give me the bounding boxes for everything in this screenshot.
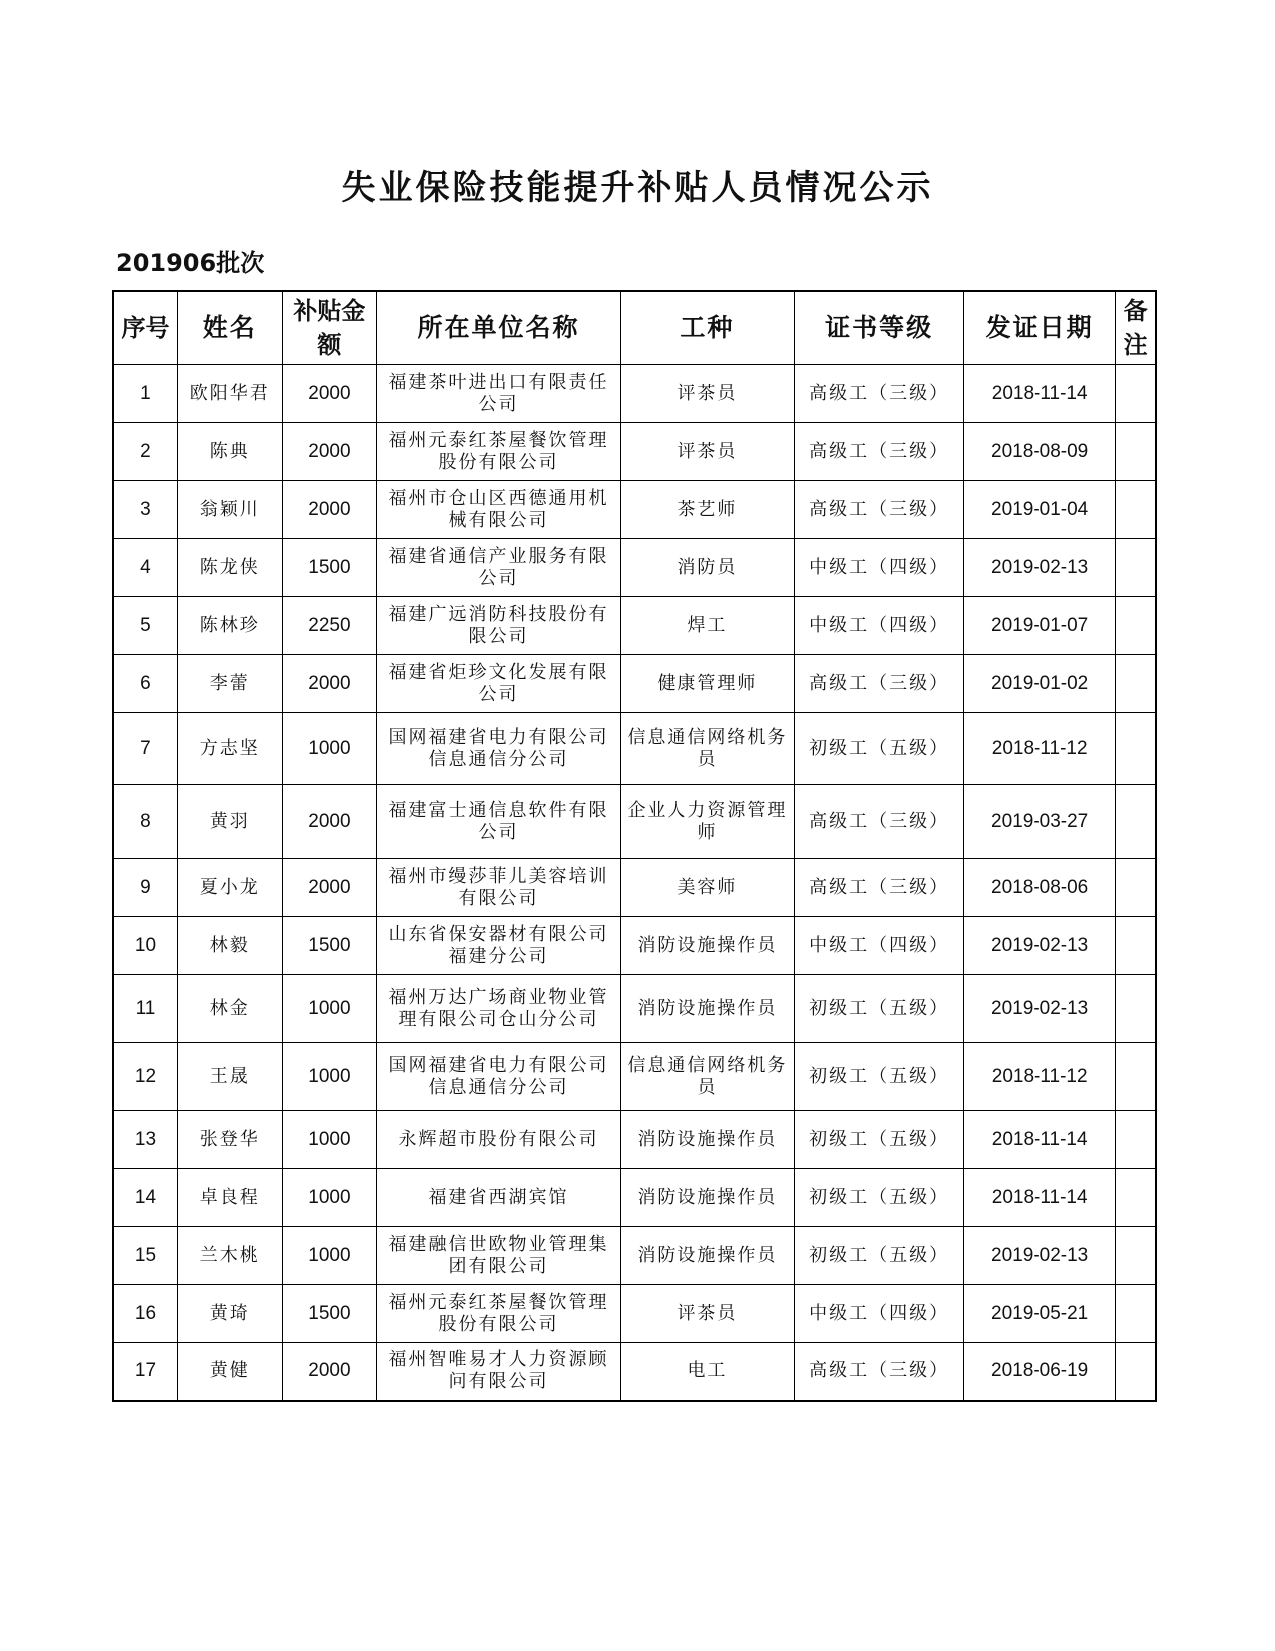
cell-remark bbox=[1116, 859, 1156, 917]
cell-company: 福建融信世欧物业管理集团有限公司 bbox=[377, 1227, 621, 1285]
batch-label: 201906批次 bbox=[116, 249, 265, 277]
cell-remark bbox=[1116, 1169, 1156, 1227]
cell-level: 高级工（三级） bbox=[795, 785, 964, 859]
cell-name: 陈典 bbox=[177, 423, 282, 481]
cell-date: 2019-02-13 bbox=[964, 1227, 1116, 1285]
cell-remark bbox=[1116, 1343, 1156, 1401]
cell-date: 2018-08-09 bbox=[964, 423, 1116, 481]
table-row bbox=[113, 655, 1156, 713]
cell-company: 福州市缦莎菲儿美容培训有限公司 bbox=[377, 859, 621, 917]
header-seq: 序号 bbox=[113, 291, 177, 365]
cell-seq: 15 bbox=[113, 1227, 177, 1285]
cell-company: 福建省西湖宾馆 bbox=[377, 1169, 621, 1227]
cell-remark bbox=[1116, 655, 1156, 713]
cell-remark bbox=[1116, 539, 1156, 597]
cell-company: 福州市仓山区西德通用机械有限公司 bbox=[377, 481, 621, 539]
cell-job: 评茶员 bbox=[620, 423, 794, 481]
cell-remark bbox=[1116, 365, 1156, 423]
cell-level: 高级工（三级） bbox=[795, 1343, 964, 1401]
cell-seq: 5 bbox=[113, 597, 177, 655]
cell-remark bbox=[1116, 1043, 1156, 1111]
cell-amount: 1000 bbox=[282, 1043, 377, 1111]
cell-date: 2018-11-14 bbox=[964, 365, 1116, 423]
cell-name: 陈龙侠 bbox=[177, 539, 282, 597]
cell-amount: 1500 bbox=[282, 539, 377, 597]
cell-date: 2019-01-04 bbox=[964, 481, 1116, 539]
header-level: 证书等级 bbox=[795, 291, 964, 365]
cell-date: 2019-02-13 bbox=[964, 975, 1116, 1043]
cell-company: 福州元泰红茶屋餐饮管理股份有限公司 bbox=[377, 423, 621, 481]
cell-level: 中级工（四级） bbox=[795, 539, 964, 597]
table-row bbox=[113, 785, 1156, 859]
table-row bbox=[113, 1169, 1156, 1227]
cell-name: 张登华 bbox=[177, 1111, 282, 1169]
cell-date: 2018-11-14 bbox=[964, 1169, 1116, 1227]
cell-name: 黄健 bbox=[177, 1343, 282, 1401]
cell-job: 消防设施操作员 bbox=[620, 975, 794, 1043]
table-header-row bbox=[113, 291, 1156, 365]
cell-name: 林金 bbox=[177, 975, 282, 1043]
cell-seq: 17 bbox=[113, 1343, 177, 1401]
cell-remark bbox=[1116, 1227, 1156, 1285]
cell-amount: 1000 bbox=[282, 713, 377, 785]
cell-job: 电工 bbox=[620, 1343, 794, 1401]
cell-date: 2018-11-12 bbox=[964, 713, 1116, 785]
cell-date: 2018-08-06 bbox=[964, 859, 1116, 917]
cell-name: 黄琦 bbox=[177, 1285, 282, 1343]
cell-date: 2019-01-02 bbox=[964, 655, 1116, 713]
cell-amount: 1000 bbox=[282, 975, 377, 1043]
cell-date: 2019-01-07 bbox=[964, 597, 1116, 655]
cell-company: 福建省通信产业服务有限公司 bbox=[377, 539, 621, 597]
header-date: 发证日期 bbox=[964, 291, 1116, 365]
cell-seq: 11 bbox=[113, 975, 177, 1043]
cell-amount: 2000 bbox=[282, 859, 377, 917]
cell-name: 卓良程 bbox=[177, 1169, 282, 1227]
cell-seq: 13 bbox=[113, 1111, 177, 1169]
cell-amount: 1500 bbox=[282, 917, 377, 975]
cell-level: 高级工（三级） bbox=[795, 859, 964, 917]
table-row bbox=[113, 1043, 1156, 1111]
cell-amount: 2000 bbox=[282, 365, 377, 423]
cell-level: 初级工（五级） bbox=[795, 975, 964, 1043]
cell-company: 福州元泰红茶屋餐饮管理股份有限公司 bbox=[377, 1285, 621, 1343]
cell-company: 福州智唯易才人力资源顾问有限公司 bbox=[377, 1343, 621, 1401]
cell-job: 评茶员 bbox=[620, 1285, 794, 1343]
cell-amount: 1500 bbox=[282, 1285, 377, 1343]
header-remark: 备注 bbox=[1116, 291, 1156, 365]
cell-seq: 14 bbox=[113, 1169, 177, 1227]
cell-level: 初级工（五级） bbox=[795, 713, 964, 785]
cell-name: 李蕾 bbox=[177, 655, 282, 713]
cell-name: 黄羽 bbox=[177, 785, 282, 859]
cell-job: 评茶员 bbox=[620, 365, 794, 423]
table-row bbox=[113, 1111, 1156, 1169]
cell-name: 夏小龙 bbox=[177, 859, 282, 917]
cell-job: 信息通信网络机务员 bbox=[620, 1043, 794, 1111]
cell-amount: 2250 bbox=[282, 597, 377, 655]
header-job: 工种 bbox=[620, 291, 794, 365]
cell-amount: 2000 bbox=[282, 785, 377, 859]
table-body bbox=[113, 365, 1156, 1401]
cell-level: 初级工（五级） bbox=[795, 1043, 964, 1111]
cell-seq: 6 bbox=[113, 655, 177, 713]
cell-remark bbox=[1116, 597, 1156, 655]
cell-company: 福建广远消防科技股份有限公司 bbox=[377, 597, 621, 655]
cell-job: 茶艺师 bbox=[620, 481, 794, 539]
cell-amount: 1000 bbox=[282, 1111, 377, 1169]
cell-job: 消防设施操作员 bbox=[620, 1227, 794, 1285]
cell-name: 欧阳华君 bbox=[177, 365, 282, 423]
table-row bbox=[113, 365, 1156, 423]
cell-amount: 1000 bbox=[282, 1169, 377, 1227]
cell-company: 永辉超市股份有限公司 bbox=[377, 1111, 621, 1169]
header-amount: 补贴金额 bbox=[282, 291, 377, 365]
cell-date: 2019-05-21 bbox=[964, 1285, 1116, 1343]
cell-remark bbox=[1116, 975, 1156, 1043]
table-row bbox=[113, 597, 1156, 655]
cell-company: 国网福建省电力有限公司信息通信分公司 bbox=[377, 1043, 621, 1111]
cell-seq: 10 bbox=[113, 917, 177, 975]
cell-date: 2018-11-14 bbox=[964, 1111, 1116, 1169]
cell-job: 焊工 bbox=[620, 597, 794, 655]
cell-job: 美容师 bbox=[620, 859, 794, 917]
table-row bbox=[113, 539, 1156, 597]
cell-level: 初级工（五级） bbox=[795, 1111, 964, 1169]
cell-job: 消防设施操作员 bbox=[620, 1169, 794, 1227]
cell-name: 兰木桃 bbox=[177, 1227, 282, 1285]
table-row bbox=[113, 1343, 1156, 1401]
cell-level: 中级工（四级） bbox=[795, 1285, 964, 1343]
cell-date: 2018-06-19 bbox=[964, 1343, 1116, 1401]
cell-seq: 16 bbox=[113, 1285, 177, 1343]
cell-name: 王晟 bbox=[177, 1043, 282, 1111]
cell-date: 2019-02-13 bbox=[964, 917, 1116, 975]
cell-remark bbox=[1116, 481, 1156, 539]
cell-name: 林毅 bbox=[177, 917, 282, 975]
cell-seq: 8 bbox=[113, 785, 177, 859]
cell-amount: 2000 bbox=[282, 423, 377, 481]
cell-seq: 7 bbox=[113, 713, 177, 785]
cell-job: 健康管理师 bbox=[620, 655, 794, 713]
cell-remark bbox=[1116, 785, 1156, 859]
cell-seq: 2 bbox=[113, 423, 177, 481]
cell-date: 2019-03-27 bbox=[964, 785, 1116, 859]
cell-company: 国网福建省电力有限公司信息通信分公司 bbox=[377, 713, 621, 785]
cell-job: 消防员 bbox=[620, 539, 794, 597]
cell-date: 2018-11-12 bbox=[964, 1043, 1116, 1111]
table-row bbox=[113, 481, 1156, 539]
cell-seq: 3 bbox=[113, 481, 177, 539]
cell-company: 福建茶叶进出口有限责任公司 bbox=[377, 365, 621, 423]
cell-seq: 9 bbox=[113, 859, 177, 917]
cell-seq: 12 bbox=[113, 1043, 177, 1111]
cell-level: 高级工（三级） bbox=[795, 423, 964, 481]
cell-remark bbox=[1116, 1111, 1156, 1169]
cell-date: 2019-02-13 bbox=[964, 539, 1116, 597]
table-row bbox=[113, 713, 1156, 785]
document-title: 失业保险技能提升补贴人员情况公示 bbox=[341, 168, 934, 208]
cell-company: 福建省炬珍文化发展有限公司 bbox=[377, 655, 621, 713]
cell-amount: 2000 bbox=[282, 1343, 377, 1401]
cell-remark bbox=[1116, 713, 1156, 785]
cell-remark bbox=[1116, 1285, 1156, 1343]
table-row bbox=[113, 975, 1156, 1043]
cell-name: 方志坚 bbox=[177, 713, 282, 785]
cell-remark bbox=[1116, 917, 1156, 975]
cell-job: 消防设施操作员 bbox=[620, 1111, 794, 1169]
cell-seq: 4 bbox=[113, 539, 177, 597]
cell-job: 消防设施操作员 bbox=[620, 917, 794, 975]
cell-level: 中级工（四级） bbox=[795, 597, 964, 655]
cell-level: 高级工（三级） bbox=[795, 481, 964, 539]
cell-name: 陈林珍 bbox=[177, 597, 282, 655]
cell-company: 福建富士通信息软件有限公司 bbox=[377, 785, 621, 859]
cell-remark bbox=[1116, 423, 1156, 481]
cell-job: 信息通信网络机务员 bbox=[620, 713, 794, 785]
cell-company: 福州万达广场商业物业管理有限公司仓山分公司 bbox=[377, 975, 621, 1043]
header-company: 所在单位名称 bbox=[377, 291, 621, 365]
cell-name: 翁颖川 bbox=[177, 481, 282, 539]
table-row bbox=[113, 917, 1156, 975]
cell-seq: 1 bbox=[113, 365, 177, 423]
cell-amount: 2000 bbox=[282, 655, 377, 713]
cell-level: 高级工（三级） bbox=[795, 365, 964, 423]
cell-amount: 2000 bbox=[282, 481, 377, 539]
cell-level: 初级工（五级） bbox=[795, 1169, 964, 1227]
table-row bbox=[113, 859, 1156, 917]
cell-company: 山东省保安器材有限公司福建分公司 bbox=[377, 917, 621, 975]
subsidy-table bbox=[112, 290, 1157, 1402]
cell-amount: 1000 bbox=[282, 1227, 377, 1285]
table-row bbox=[113, 423, 1156, 481]
cell-level: 中级工（四级） bbox=[795, 917, 964, 975]
table-row bbox=[113, 1227, 1156, 1285]
table-row bbox=[113, 1285, 1156, 1343]
header-name: 姓名 bbox=[177, 291, 282, 365]
cell-level: 高级工（三级） bbox=[795, 655, 964, 713]
cell-level: 初级工（五级） bbox=[795, 1227, 964, 1285]
cell-job: 企业人力资源管理师 bbox=[620, 785, 794, 859]
